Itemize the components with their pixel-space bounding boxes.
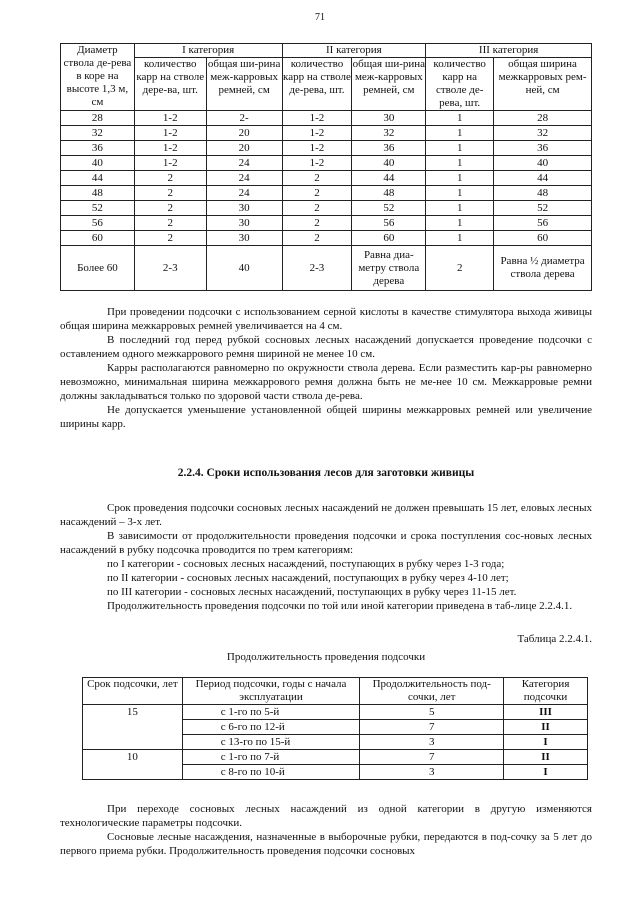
cell-duration: 7 xyxy=(360,750,504,765)
cell-period: с 8-го по 10-й xyxy=(182,765,360,780)
table-cell: 1-2 xyxy=(282,126,352,141)
table-cell: 60 xyxy=(352,231,426,246)
header-term: Срок подсочки, лет xyxy=(83,678,183,705)
cell-diameter: Более 60 xyxy=(61,246,135,291)
table-row xyxy=(61,231,592,246)
header-category-2: II категория xyxy=(282,44,426,58)
table-number: Таблица 2.2.4.1. xyxy=(517,633,592,645)
cell-category: I xyxy=(504,735,588,750)
table-row xyxy=(83,705,588,720)
table-cell: 52 xyxy=(494,201,592,216)
paragraph: В последний год перед рубкой сосновых лесных насаждений допускается проведение подсочки с оставлением одного межкаррового ремня шириной не менее 10 см. xyxy=(60,334,592,360)
cell-diameter: 28 xyxy=(61,111,135,126)
table-row xyxy=(61,156,592,171)
table-cell: 20 xyxy=(206,126,282,141)
table-cell: Равна диа-метру ствола дерева xyxy=(352,246,426,291)
table-cell: 2 xyxy=(282,201,352,216)
table-cell: 48 xyxy=(494,186,592,201)
table-cell: 1-2 xyxy=(134,111,206,126)
table-cell: 44 xyxy=(352,171,426,186)
cell-term: 15 xyxy=(83,705,183,750)
table-cell: 1 xyxy=(426,231,494,246)
table-cell: 1 xyxy=(426,141,494,156)
table-cell: 2 xyxy=(282,171,352,186)
table-cell: 2 xyxy=(282,186,352,201)
paragraph: Не допускается уменьшение установленной общей ширины межкарровых ремней или увеличение ширины карр. xyxy=(60,404,592,430)
table-cell: 30 xyxy=(206,231,282,246)
table-row xyxy=(61,186,592,201)
table-row xyxy=(61,171,592,186)
table-cell: 36 xyxy=(494,141,592,156)
table-cell: 1-2 xyxy=(134,141,206,156)
paragraph: В зависимости от продолжительности проведения подсочки и срока поступления сос-новых лесных насаждений в рубку подсочка проводится по трем категориям: xyxy=(60,530,592,556)
cell-diameter: 32 xyxy=(61,126,135,141)
subheader-width: общая ши-рина меж-карровых ремней, см xyxy=(206,58,282,111)
table-cell: 48 xyxy=(352,186,426,201)
cell-category: II xyxy=(504,720,588,735)
paragraph: Сосновые лесные насаждения, назначенные в выборочные рубки, передаются в под-сочку за 5 лет до первого приема рубки. Продолжительность проведения подсочки сосновых xyxy=(60,831,592,857)
cell-diameter: 36 xyxy=(61,141,135,156)
table-cell: 36 xyxy=(352,141,426,156)
table-cell: Равна ½ диаметра ствола дерева xyxy=(494,246,592,291)
table1-body xyxy=(61,111,592,291)
table-cell: 2-3 xyxy=(282,246,352,291)
subheader-count: количество карр на стволе де-рева, шт. xyxy=(426,58,494,111)
cell-category: II xyxy=(504,750,588,765)
cell-duration: 7 xyxy=(360,720,504,735)
cell-diameter: 44 xyxy=(61,171,135,186)
table-cell: 24 xyxy=(206,156,282,171)
paragraph: Продолжительность проведения подсочки по той или иной категории приведена в таб-лице 2.2.4.1. xyxy=(107,600,573,612)
cell-duration: 3 xyxy=(360,735,504,750)
header-category-3: III категория xyxy=(426,44,592,58)
table-cell: 1-2 xyxy=(282,156,352,171)
header-category-1: I категория xyxy=(134,44,282,58)
table-row xyxy=(61,126,592,141)
paragraphs-mid xyxy=(60,501,592,613)
table-cell: 40 xyxy=(206,246,282,291)
paragraph: При проведении подсочки с использованием серной кислоты в качестве стимулятора выхода живицы общая ширина межкарровых ремней увеличивается на 4 см. xyxy=(60,306,592,332)
section-heading: 2.2.4. Сроки использования лесов для заготовки живицы xyxy=(177,467,475,479)
table-row xyxy=(61,201,592,216)
table-cell: 2 xyxy=(134,171,206,186)
table-cell: 2- xyxy=(206,111,282,126)
table-row xyxy=(61,246,592,291)
paragraph: Срок проведения подсочки сосновых лесных насаждений не должен превышать 15 лет, еловых лесных насаждений – 3-х лет. xyxy=(60,502,592,528)
table-cell: 56 xyxy=(494,216,592,231)
paragraph: Карры располагаются равномерно по окружности ствола дерева. Если разместить кар-ры равномерно невозможно, минимальная ширина межкаррового ремня должна быть не ме-нее 10 см. Межкарровые ремни должны закладываться только по здоровой части ствола де-рева. xyxy=(60,362,592,402)
table-cell: 1 xyxy=(426,171,494,186)
table-cell: 32 xyxy=(494,126,592,141)
cell-term: 10 xyxy=(83,750,183,780)
table-cell: 1 xyxy=(426,126,494,141)
cell-duration: 3 xyxy=(360,765,504,780)
table-cell: 2 xyxy=(134,231,206,246)
table-cell: 40 xyxy=(494,156,592,171)
cell-category: III xyxy=(504,705,588,720)
table-cell: 56 xyxy=(352,216,426,231)
table-cell: 32 xyxy=(352,126,426,141)
cell-diameter: 60 xyxy=(61,231,135,246)
table-cell: 1-2 xyxy=(282,111,352,126)
table-cell: 2-3 xyxy=(134,246,206,291)
table-cell: 2 xyxy=(134,201,206,216)
cell-period: с 6-го по 12-й xyxy=(182,720,360,735)
tapping-duration-table xyxy=(82,677,588,780)
subheader-count: количество карр на стволе де-рева, шт. xyxy=(282,58,352,111)
table-cell: 24 xyxy=(206,186,282,201)
table-cell: 1 xyxy=(426,156,494,171)
table-row xyxy=(83,750,588,765)
table-cell: 1-2 xyxy=(134,156,206,171)
table-cell: 24 xyxy=(206,171,282,186)
table-cell: 1-2 xyxy=(282,141,352,156)
table-cell: 30 xyxy=(206,216,282,231)
subheader-width: общая ши-рина меж-карровых ремней, см xyxy=(352,58,426,111)
subheader-count: количество карр на стволе дере-ва, шт. xyxy=(134,58,206,111)
list-item: по II категории - сосновых лесных насаждений, поступающих в рубку через 4-10 лет; xyxy=(107,572,509,584)
cell-diameter: 56 xyxy=(61,216,135,231)
cell-duration: 5 xyxy=(360,705,504,720)
paragraph: При переходе сосновых лесных насаждений из одной категории в другую изменяются технологические параметры подсочки. xyxy=(60,803,592,829)
table-row xyxy=(61,216,592,231)
header-duration: Продолжительность под-сочки, лет xyxy=(360,678,504,705)
table-cell: 30 xyxy=(352,111,426,126)
header-diameter: Диаметр ствола де-рева в коре на высоте 1,3 м, см xyxy=(61,44,135,111)
table-cell: 1 xyxy=(426,186,494,201)
table-cell: 2 xyxy=(134,216,206,231)
header-category: Категория подсочки xyxy=(504,678,588,705)
paragraphs-top xyxy=(60,305,592,431)
table-caption: Продолжительность проведения подсочки xyxy=(226,651,426,663)
cell-period: с 13-го по 15-й xyxy=(182,735,360,750)
header-period: Период подсочки, годы с начала эксплуатации xyxy=(182,678,360,705)
table-cell: 40 xyxy=(352,156,426,171)
table-row xyxy=(61,111,592,126)
cell-category: I xyxy=(504,765,588,780)
list-item: по III категории - сосновых лесных насаждений, поступающих в рубку через 11-15 лет. xyxy=(107,586,517,598)
table-cell: 44 xyxy=(494,171,592,186)
table-cell: 1-2 xyxy=(134,126,206,141)
table-cell: 2 xyxy=(426,246,494,291)
table-cell: 1 xyxy=(426,111,494,126)
table-cell: 1 xyxy=(426,216,494,231)
cell-period: с 1-го по 7-й xyxy=(182,750,360,765)
table-cell: 52 xyxy=(352,201,426,216)
table-cell: 60 xyxy=(494,231,592,246)
tapping-parameters-table xyxy=(60,43,592,291)
table-cell: 30 xyxy=(206,201,282,216)
cell-period: с 1-го по 5-й xyxy=(182,705,360,720)
table-cell: 2 xyxy=(282,216,352,231)
table-cell: 2 xyxy=(134,186,206,201)
paragraphs-bottom xyxy=(60,802,592,858)
table-cell: 20 xyxy=(206,141,282,156)
page-number: 71 xyxy=(315,12,325,23)
cell-diameter: 48 xyxy=(61,186,135,201)
table-cell: 28 xyxy=(494,111,592,126)
table2-body xyxy=(83,705,588,780)
subheader-width: общая ширина межкарровых рем-ней, см xyxy=(494,58,592,111)
table-cell: 2 xyxy=(282,231,352,246)
list-item: по I категории - сосновых лесных насаждений, поступающих в рубку через 1-3 года; xyxy=(107,558,505,570)
table-row xyxy=(61,141,592,156)
cell-diameter: 52 xyxy=(61,201,135,216)
cell-diameter: 40 xyxy=(61,156,135,171)
table-cell: 1 xyxy=(426,201,494,216)
